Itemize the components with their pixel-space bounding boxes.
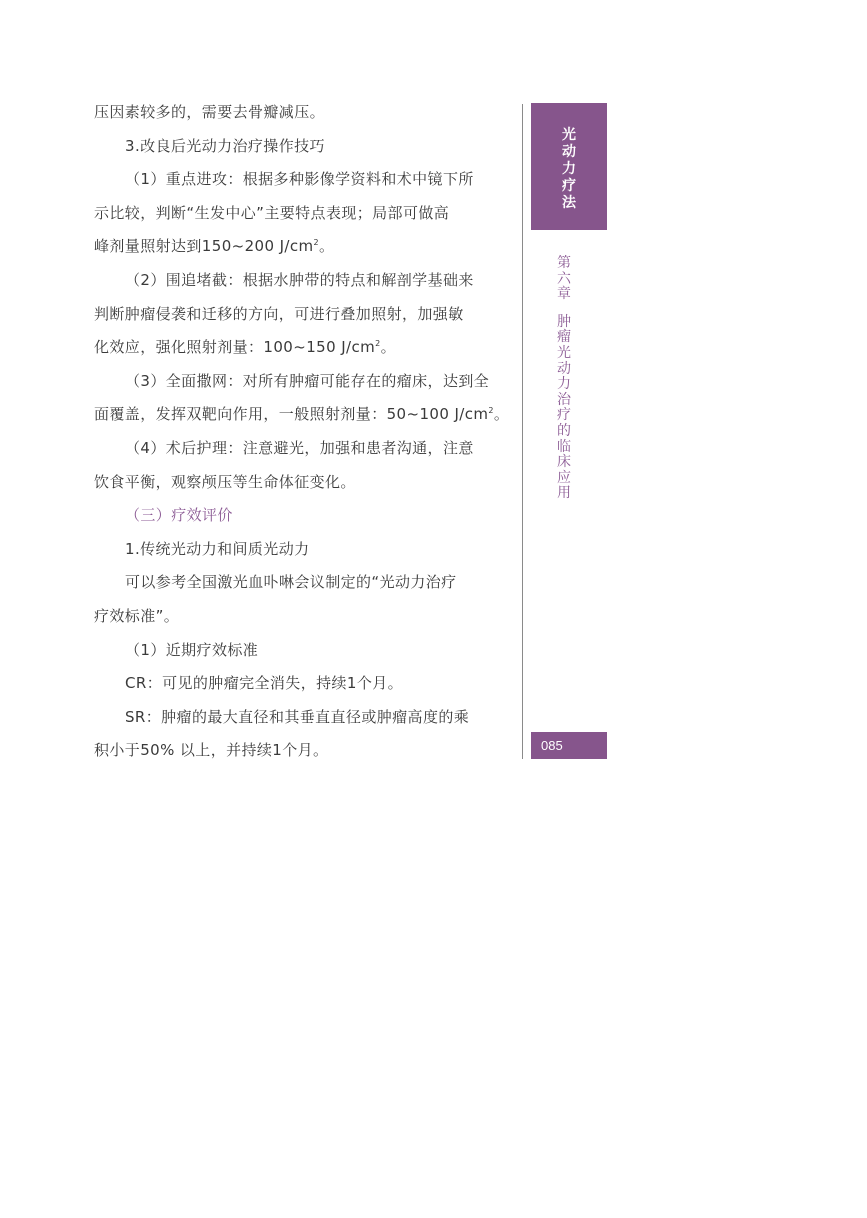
text-line bbox=[94, 365, 496, 399]
body-text bbox=[94, 96, 510, 768]
line-text: 化效应，强化照射剂量：100~150 J/cm bbox=[94, 338, 376, 357]
line-text: 疗效标准”。 bbox=[94, 606, 180, 625]
text-line bbox=[94, 96, 496, 130]
section-label-char: 法 bbox=[562, 195, 576, 211]
text-line bbox=[94, 533, 496, 567]
chapter-title-char: 治 bbox=[557, 391, 571, 408]
line-text: 峰剂量照射达到150~200 J/cm bbox=[94, 237, 314, 256]
line-text: （1）近期疗效标准 bbox=[125, 640, 259, 659]
chapter-title-char: 疗 bbox=[557, 407, 571, 424]
text-line bbox=[94, 734, 496, 768]
text-line bbox=[94, 600, 496, 634]
line-text: （三）疗效评价 bbox=[125, 506, 233, 525]
section-heading bbox=[94, 499, 496, 533]
line-text: （3）全面撒网：对所有肿瘤可能存在的瘤床，达到全 bbox=[125, 371, 490, 390]
chapter-title-gap bbox=[553, 303, 575, 315]
section-label-char: 力 bbox=[562, 161, 576, 177]
text-line bbox=[94, 701, 496, 735]
text-line bbox=[94, 163, 496, 197]
section-label-char: 光 bbox=[562, 127, 576, 143]
superscript: 2 bbox=[313, 238, 320, 248]
line-text: SR：肿瘤的最大直径和其垂直直径或肿瘤高度的乘 bbox=[125, 707, 470, 726]
section-label-char: 疗 bbox=[562, 178, 576, 194]
text-line bbox=[94, 130, 496, 164]
line-text: 判断肿瘤侵袭和迁移的方向，可进行叠加照射，加强敏 bbox=[94, 304, 464, 323]
line-text: CR：可见的肿瘤完全消失，持续1个月。 bbox=[125, 674, 404, 693]
chapter-title-char: 临 bbox=[557, 438, 571, 455]
section-tab bbox=[531, 103, 607, 230]
chapter-title-char: 动 bbox=[557, 360, 571, 377]
line-text: 压因素较多的，需要去骨瓣减压。 bbox=[94, 103, 326, 121]
text-line bbox=[94, 264, 496, 298]
page-number: 085 bbox=[541, 738, 563, 753]
text-line bbox=[94, 197, 496, 231]
superscript: 2 bbox=[488, 406, 494, 416]
chapter-number-char: 第 bbox=[557, 255, 571, 271]
section-label bbox=[531, 127, 607, 212]
chapter-number-char: 六 bbox=[557, 270, 571, 287]
line-text: 饮食平衡，观察颅压等生命体征变化。 bbox=[94, 472, 356, 491]
text-line bbox=[94, 667, 496, 701]
text-line bbox=[94, 634, 496, 668]
line-text: （1）重点进攻：根据多种影像学资料和术中镜下所 bbox=[125, 170, 474, 189]
chapter-title-char: 床 bbox=[557, 454, 571, 471]
line-text: 1.传统光动力和间质光动力 bbox=[125, 539, 310, 558]
chapter-title-char: 应 bbox=[557, 469, 571, 486]
section-label-char: 动 bbox=[562, 144, 576, 160]
line-text: （2）围追堵截：根据水肿带的特点和解剖学基础来 bbox=[125, 270, 474, 289]
text-line bbox=[94, 298, 496, 332]
text-line bbox=[94, 466, 496, 500]
line-tail: 。 bbox=[319, 237, 335, 256]
page-number-box bbox=[531, 732, 607, 759]
chapter-title-char: 用 bbox=[557, 485, 571, 502]
line-tail: 。 bbox=[493, 405, 510, 424]
superscript: 2 bbox=[375, 339, 381, 349]
line-text: 面覆盖，发挥双靶向作用，一般照射剂量：50~100 J/cm bbox=[94, 405, 489, 424]
chapter-number-char: 章 bbox=[557, 286, 571, 303]
chapter-title-char: 的 bbox=[557, 422, 571, 439]
line-text: 积小于50% 以上，并持续1个月。 bbox=[94, 741, 329, 760]
chapter-title-char: 光 bbox=[557, 344, 571, 361]
text-line bbox=[94, 566, 496, 600]
line-tail: 。 bbox=[380, 338, 397, 357]
text-line bbox=[94, 398, 510, 432]
line-text: 3.改良后光动力治疗操作技巧 bbox=[125, 136, 325, 155]
chapter-title bbox=[553, 256, 575, 502]
chapter-title-char: 力 bbox=[557, 376, 571, 393]
line-text: （4）术后护理：注意避光，加强和患者沟通，注意 bbox=[125, 438, 474, 457]
line-text: 示比较，判断“生发中心”主要特点表现；局部可做高 bbox=[94, 203, 450, 222]
text-line bbox=[94, 432, 496, 466]
line-text: 可以参考全国激光血卟啉会议制定的“光动力治疗 bbox=[125, 573, 457, 592]
chapter-title-char: 肿 bbox=[557, 313, 571, 330]
text-line bbox=[94, 230, 496, 264]
chapter-title-char: 瘤 bbox=[557, 329, 571, 346]
text-line bbox=[94, 331, 496, 365]
vertical-divider bbox=[522, 104, 523, 759]
